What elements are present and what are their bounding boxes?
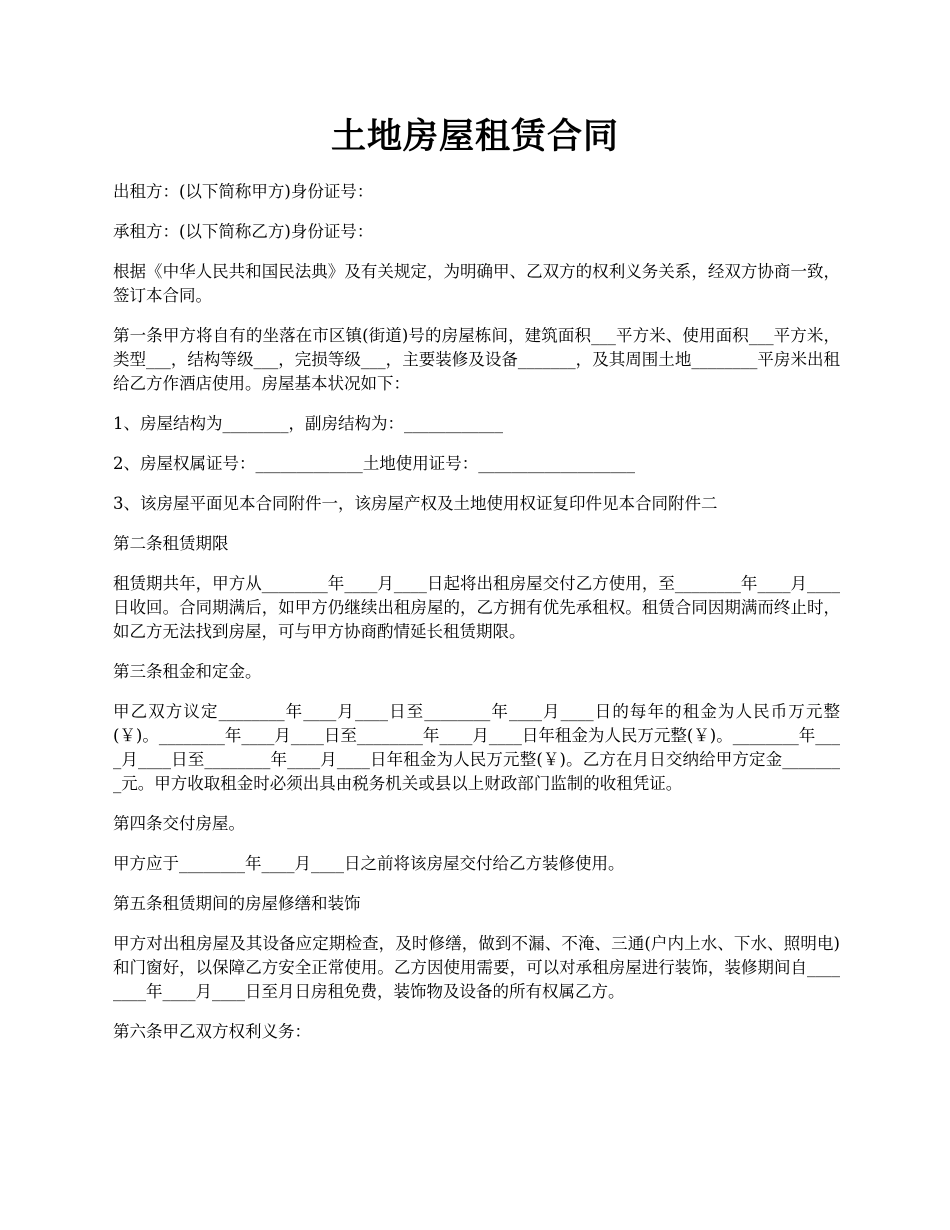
paragraph-article-1: 第一条甲方将自有的坐落在市区镇(街道)号的房屋栋间，建筑面积___平方米、使用面积___平方米，类型___，结构等级___，完损等级___，主要装修及设备_______，及其周围土地________平房米出租给乙方作酒店使用。房屋基本状况如下： [113,326,840,393]
paragraph-article-3: 甲乙双方议定________年____月____日至________年____月____日的每年的租金为人民币万元整(￥)。________年____月____日至________年____月____日年租金为人民万元整(￥)。________年____月____日至________年____月____日年租金为人民万元整(￥)。乙方在月日交纳给甲方定金________元。甲方收取租金时必须出具由税务机关或县以上财政部门监制的收租凭证。 [113,702,840,793]
heading-article-2: 第二条租赁期限 [113,534,229,553]
paragraph-article-2: 租赁期共年，甲方从________年____月____日起将出租房屋交付乙方使用，至________年____月____日收回。合同期满后，如甲方仍继续出租房屋的，乙方拥有优先承租权。租赁合同因期满而终止时，如乙方无法找到房屋，可与甲方协商酌情延长租赁期限。 [113,574,840,641]
paragraph-lessee: 承租方：(以下简称乙方)身份证号： [113,222,374,241]
heading-article-4: 第四条交付房屋。 [113,814,245,833]
document-body [113,180,840,1060]
paragraph-article-4: 甲方应于________年____月____日之前将该房屋交付给乙方装修使用。 [113,854,625,873]
paragraph-article-5: 甲方对出租房屋及其设备应定期检查，及时修缮，做到不漏、不淹、三通(户内上水、下水、照明电)和门窗好，以保障乙方安全正常使用。乙方因使用需要，可以对承租房屋进行装饰，装修期间自________年____月____日至月日房租免费，装饰物及设备的所有权属乙方。 [113,934,840,1001]
paragraph-preamble: 根据《中华人民共和国民法典》及有关规定，为明确甲、乙双方的权利义务关系，经双方协商一致，签订本合同。 [113,262,840,305]
paragraph-lessor: 出租方：(以下简称甲方)身份证号： [113,182,374,201]
paragraph-item-2: 2、房屋权属证号：_____________土地使用证号：___________________ [113,454,635,473]
document-title: 土地房屋租赁合同 [330,116,619,157]
heading-article-6: 第六条甲乙双方权利义务： [113,1022,311,1041]
paragraph-item-1: 1、房屋结构为________，副房结构为：____________ [113,414,503,433]
paragraph-item-3: 3、该房屋平面见本合同附件一，该房屋产权及土地使用权证复印件见本合同附件二 [113,494,718,513]
heading-article-5: 第五条租赁期间的房屋修缮和装饰 [113,894,361,913]
heading-article-3: 第三条租金和定金。 [113,662,262,681]
